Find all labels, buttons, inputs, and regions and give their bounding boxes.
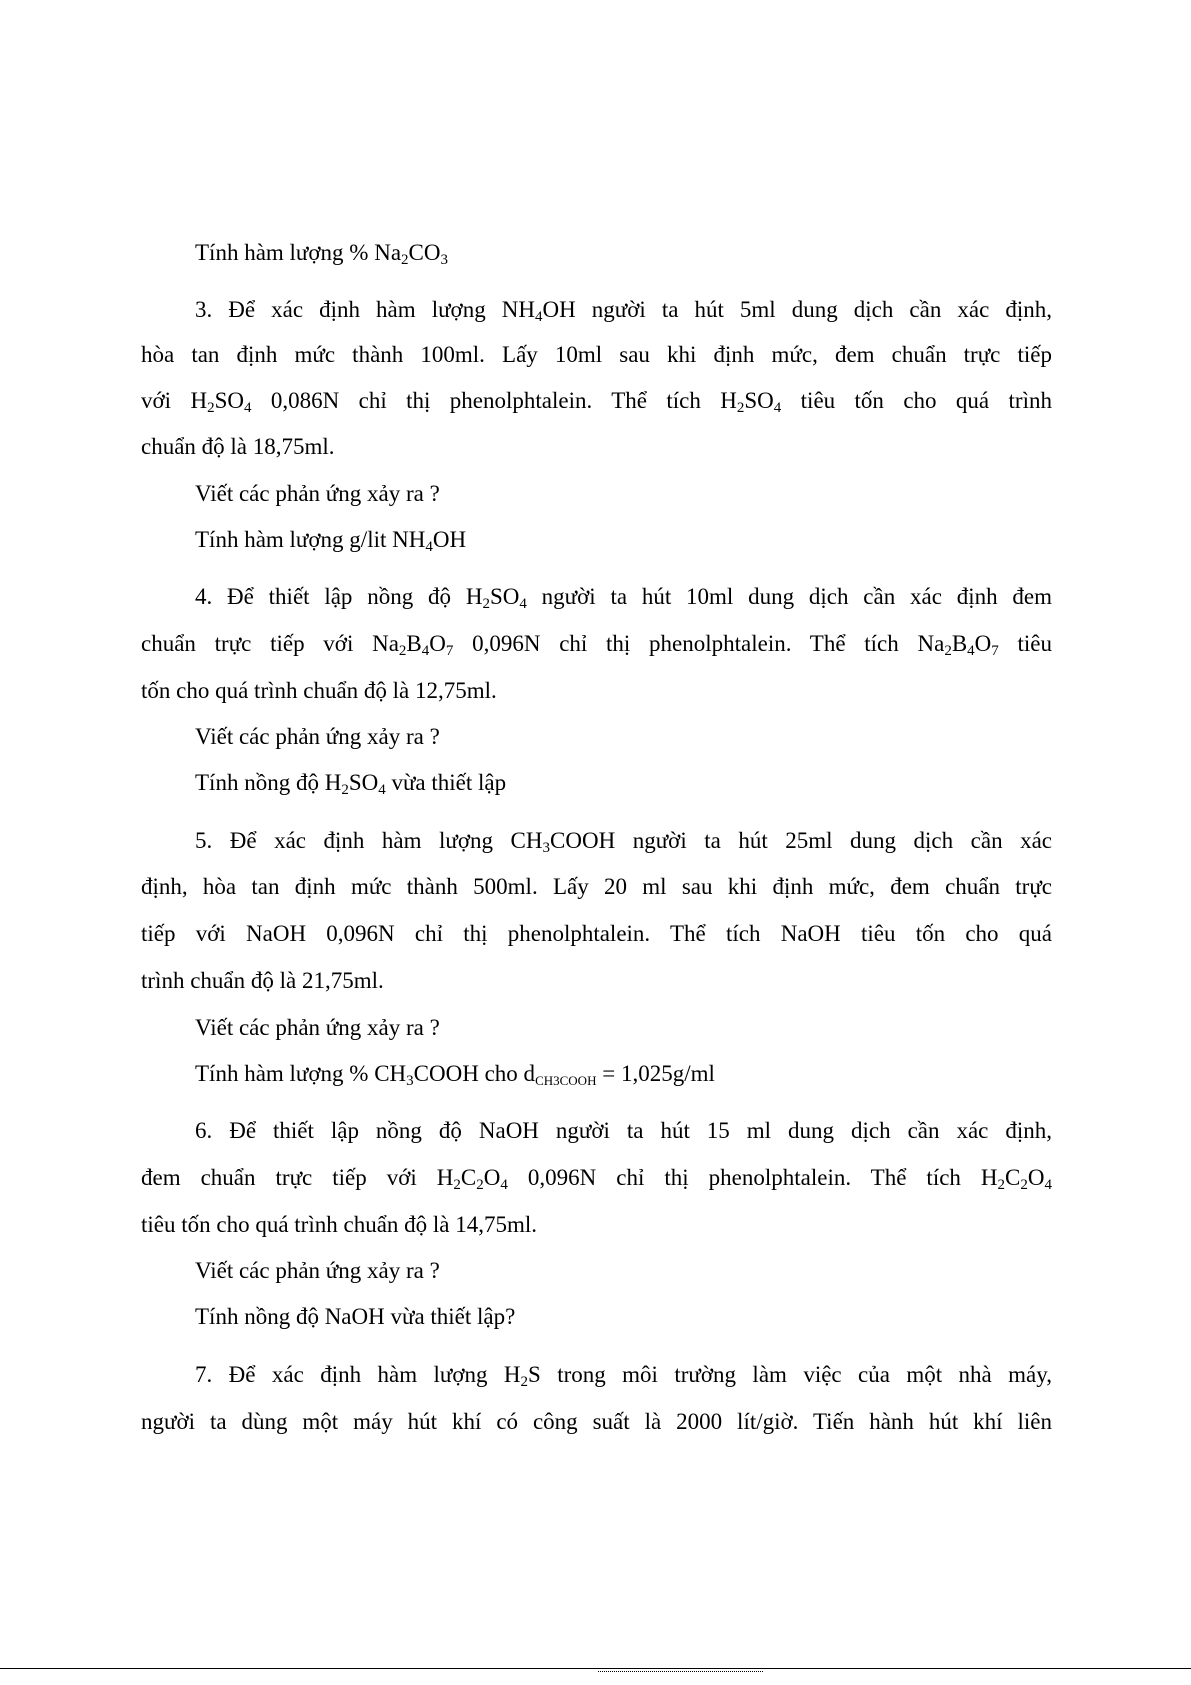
question-line: Tính hàm lượng % $CH_3COOH$ cho $d_{CH3COOH} = 1,025g/ml$ bbox=[195, 1061, 715, 1089]
problem-7-line-1: 7. Để xác định hàm lượng $H_2S$ trong môi trường làm việc của một nhà máy, bbox=[195, 1362, 1052, 1390]
text-line: người ta dùng một máy hút khí có công suất là 2000 lít/giờ. Tiến hành hút khí liên bbox=[141, 1409, 1052, 1434]
problem-4-line-1: 4. Để thiết lập nồng độ $H_2SO_4$ người ta hút 10ml dung dịch cần xác định đem bbox=[195, 584, 1053, 612]
problem-3-line-1: 3. Để xác định hàm lượng $NH_4OH$ người ta hút 5ml dung dịch cần xác định, bbox=[195, 297, 1052, 325]
question-line: Tính hàm lượng g/lit $NH_4OH$ bbox=[195, 527, 467, 555]
text-line: hòa tan định mức thành 100ml. Lấy 10ml sau khi định mức, đem chuẩn trực tiếp bbox=[141, 342, 1052, 367]
footer-rule-dotted bbox=[598, 1671, 763, 1672]
text-line: chuẩn độ là 18,75ml. bbox=[141, 434, 335, 459]
text-line: Tính hàm lượng % $Na_2CO_3$ bbox=[195, 240, 448, 268]
problem-5-line-1: 5. Để xác định hàm lượng $CH_3COOH$ người ta hút 25ml dung dịch cần xác bbox=[195, 828, 1052, 856]
question-line: Tính nồng độ NaOH vừa thiết lập? bbox=[195, 1304, 516, 1329]
text-line: với $H_2SO_4$ 0,086N chỉ thị phenolphtalein. Thể tích $H_2SO_4$ tiêu tốn cho quá trình bbox=[141, 388, 1052, 416]
question-line: Viết các phản ứng xảy ra ? bbox=[195, 1015, 440, 1040]
question-line: Viết các phản ứng xảy ra ? bbox=[195, 1258, 440, 1283]
footer-rule bbox=[0, 1668, 1191, 1669]
text-line: định, hòa tan định mức thành 500ml. Lấy 20 ml sau khi định mức, đem chuẩn trực bbox=[141, 874, 1052, 899]
text-line: đem chuẩn trực tiếp với $H_2C_2O_4$ 0,096N chỉ thị phenolphtalein. Thể tích $H_2C_2O_4$ bbox=[141, 1165, 1053, 1193]
text-line: tiêu tốn cho quá trình chuẩn độ là 14,75ml. bbox=[141, 1212, 538, 1237]
problem-6-line-1: 6. Để thiết lập nồng độ NaOH người ta hút 15 ml dung dịch cần xác định, bbox=[195, 1118, 1052, 1143]
question-line: Tính nồng độ $H_2SO_4$ vừa thiết lập bbox=[195, 770, 507, 798]
text-line: tiếp với NaOH 0,096N chỉ thị phenolphtalein. Thể tích NaOH tiêu tốn cho quá bbox=[141, 921, 1052, 946]
text-line: tốn cho quá trình chuẩn độ là 12,75ml. bbox=[141, 678, 497, 703]
question-line: Viết các phản ứng xảy ra ? bbox=[195, 724, 440, 749]
text-line: trình chuẩn độ là 21,75ml. bbox=[141, 968, 384, 993]
text-line: chuẩn trực tiếp với $Na_2B_4O_7$ 0,096N chỉ thị phenolphtalein. Thể tích $Na_2B_4O_7$ tiêu bbox=[141, 631, 1052, 659]
question-line: Viết các phản ứng xảy ra ? bbox=[195, 481, 440, 506]
